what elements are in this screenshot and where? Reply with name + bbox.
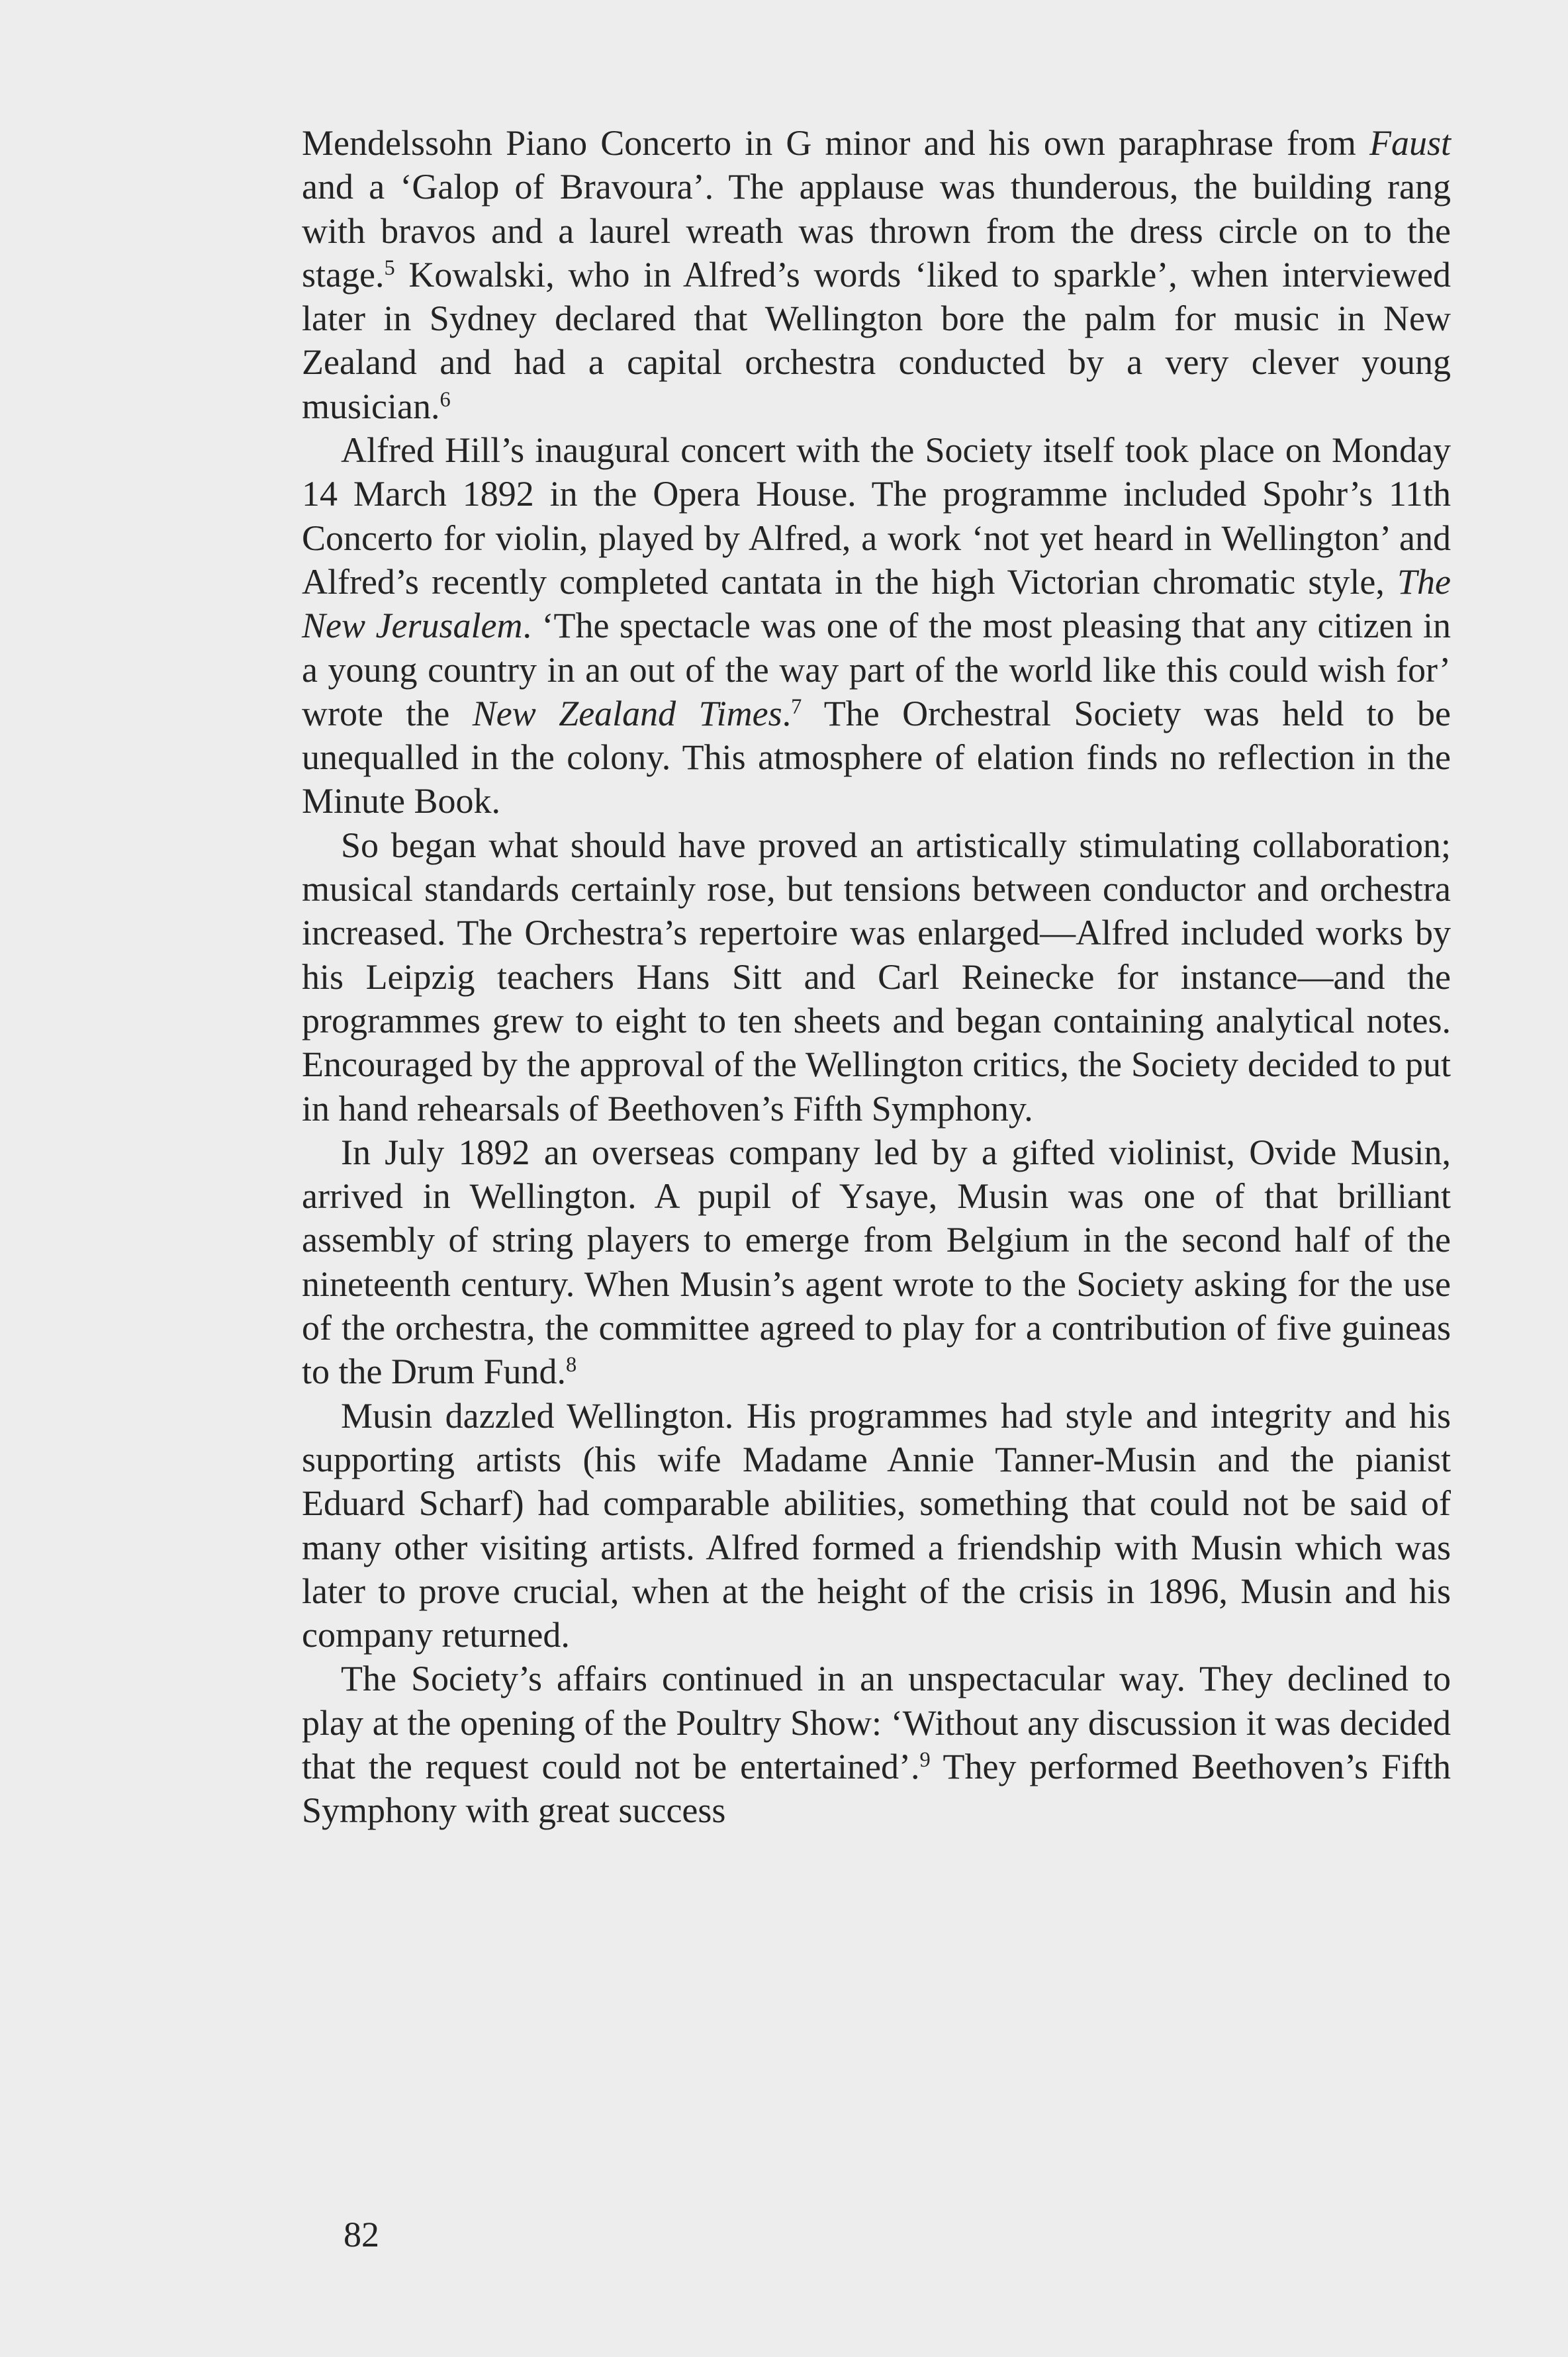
footnote-ref: 5 (384, 256, 395, 281)
paragraph-5 (302, 1394, 1451, 1657)
footnote-ref: 9 (919, 1748, 931, 1773)
page-number: 82 (344, 2215, 379, 2254)
text-run: Alfred Hill’s inaugural concert with the Society itself took place on Monday 14 March 1892 in the Opera House. The programme included Spohr’s 11th Concerto for violin, played by Alfred, a work ‘not yet heard in Wellington’ and Alfred’s recently completed cantata in the high Victorian chromatic style, (302, 430, 1451, 602)
paragraph-1 (302, 121, 1451, 428)
text-run: They performed Beethoven’s Fifth Symphony with great success (302, 1746, 1452, 1831)
italic-title: The New Jerusalem (302, 561, 1451, 646)
footnote-ref: 7 (791, 695, 802, 719)
italic-title: Faust (1369, 123, 1451, 163)
text-run: Musin dazzled Wellington. His programmes had style and integrity and his supporting artists (his wife Madame Annie Tanner-Musin and the pianist Eduard Scharf) had comparable abilities, something that could not be said of many other visiting artists. Alfred formed a friendship with Musin which was later to prove crucial, when at the height of the crisis in 1896, Musin and his company returned. (302, 1395, 1451, 1655)
paragraph-6 (302, 1657, 1451, 1832)
body-text (302, 121, 1451, 1833)
paragraph-3 (302, 823, 1451, 1131)
text-run: and a ‘Galop of Bravoura’. The applause was thunderous, the building rang with bravos and a laurel wreath was thrown from the dress circle on to the stage. (302, 167, 1451, 295)
italic-title: New Zealand Times (472, 693, 782, 733)
footnote-ref: 6 (439, 387, 451, 412)
text-run: So began what should have proved an artistically stimulating collaboration; musical standards certainly rose, but tensions between conductor and orchestra increased. The Orchestra’s repertoire was enlarged—Alfred included works by his Leipzig teachers Hans Sitt and Carl Reinecke for instance—and the programmes grew to eight to ten sheets and began containing analytical notes. Encouraged by the approval of the Wellington critics, the Society decided to put in hand rehearsals of Beethoven’s Fifth Symphony. (302, 825, 1451, 1129)
text-run: Kowalski, who in Alfred’s words ‘liked to sparkle’, when interviewed later in Sydney declared that Wellington bore the palm for music in New Zealand and had a capital orchestra conducted by a very clever young musician. (302, 254, 1451, 426)
text-run: . (782, 693, 792, 733)
paragraph-2 (302, 428, 1451, 823)
paragraph-4 (302, 1131, 1451, 1394)
text-run: The Society’s affairs continued in an unspectacular way. They declined to play at the opening of the Poultry Show: ‘Without any discussion it was decided that the request could not be entertained’. (302, 1659, 1451, 1786)
text-run: The Orchestral Society was held to be unequalled in the colony. This atmosphere of elation finds no reflection in the Minute Book. (302, 693, 1452, 821)
text-run: In July 1892 an overseas company led by a gifted violinist, Ovide Musin, arrived in Wellington. A pupil of Ysaye, Musin was one of that brilliant assembly of string players to emerge from Belgium in the second half of the nineteenth century. When Musin’s agent wrote to the Society asking for the use of the orchestra, the committee agreed to play for a contribution of five guineas to the Drum Fund. (302, 1132, 1451, 1392)
text-run: Mendelssohn Piano Concerto in G minor and his own paraphrase from (302, 123, 1369, 163)
footnote-ref: 8 (566, 1353, 577, 1377)
text-run: . ‘The spectacle was one of the most pleasing that any citizen in a young country in an out of the way part of the world like this could wish for’ wrote the (302, 606, 1452, 733)
